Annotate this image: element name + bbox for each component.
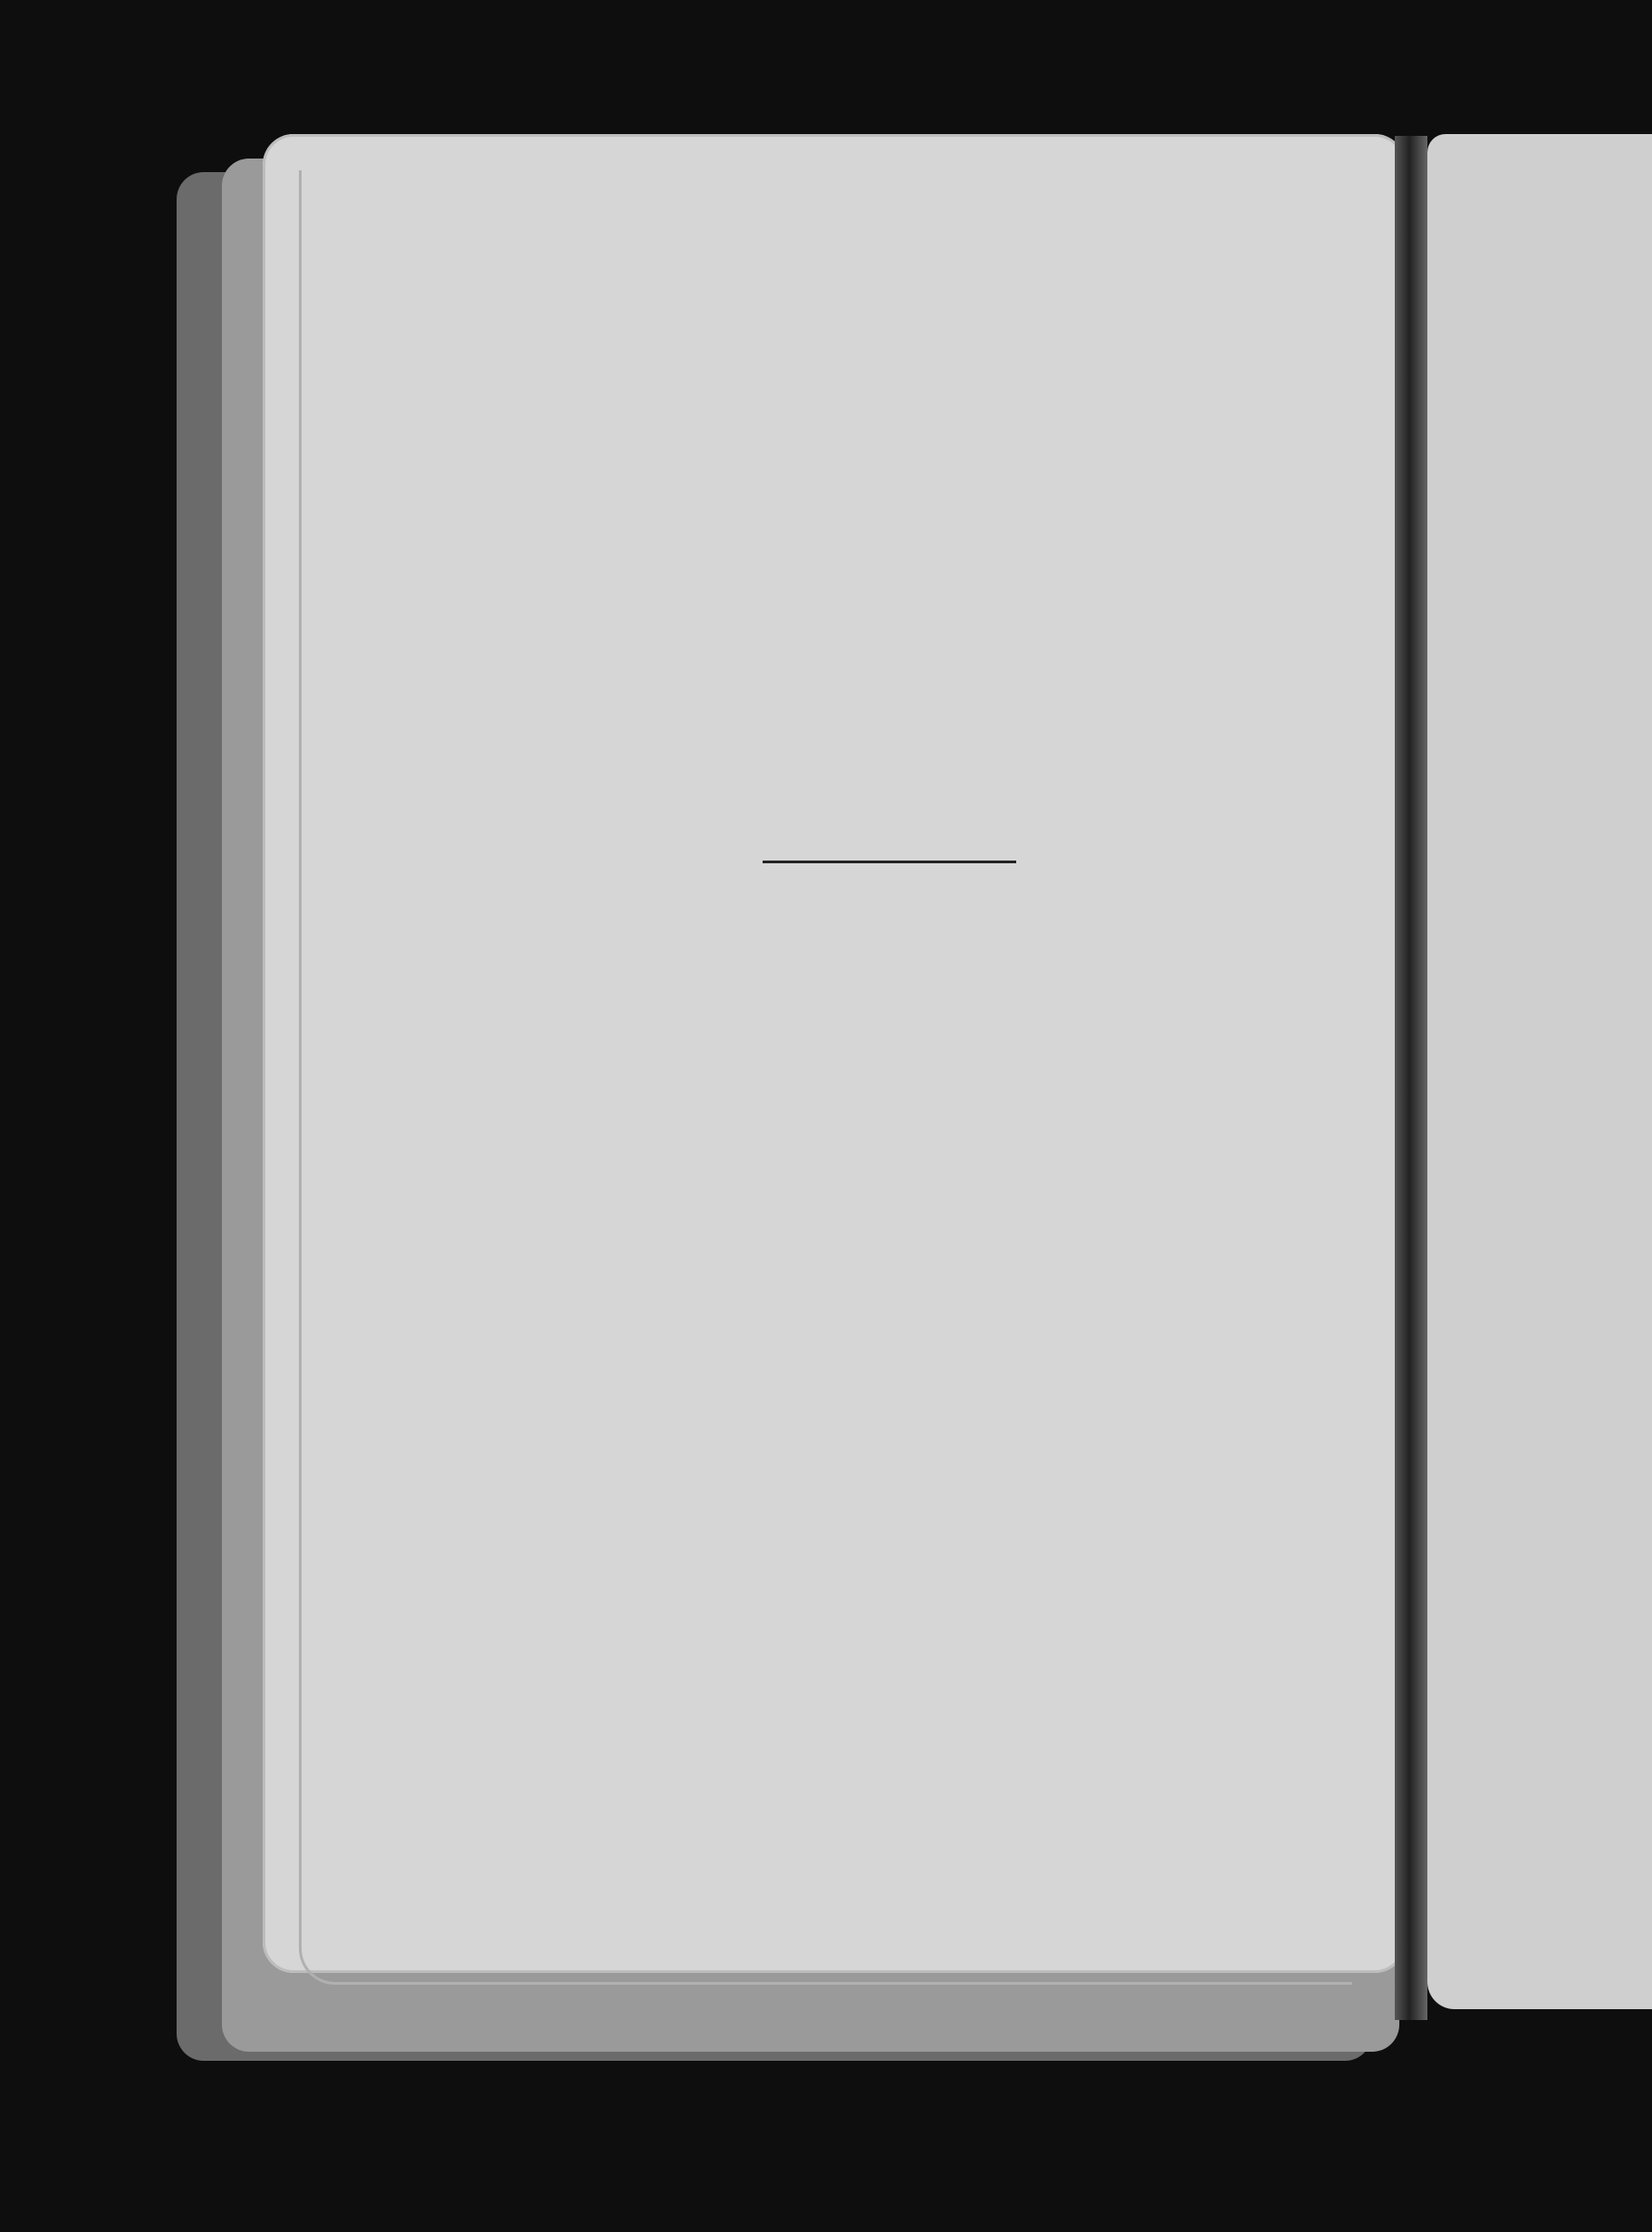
- special-prize-line: [471, 676, 1377, 712]
- page-border: [299, 170, 1352, 1985]
- left-page: [263, 134, 1406, 1973]
- section-divider: [763, 861, 1016, 863]
- book-gutter: [1395, 136, 1427, 2020]
- right-page: [1427, 134, 1652, 2009]
